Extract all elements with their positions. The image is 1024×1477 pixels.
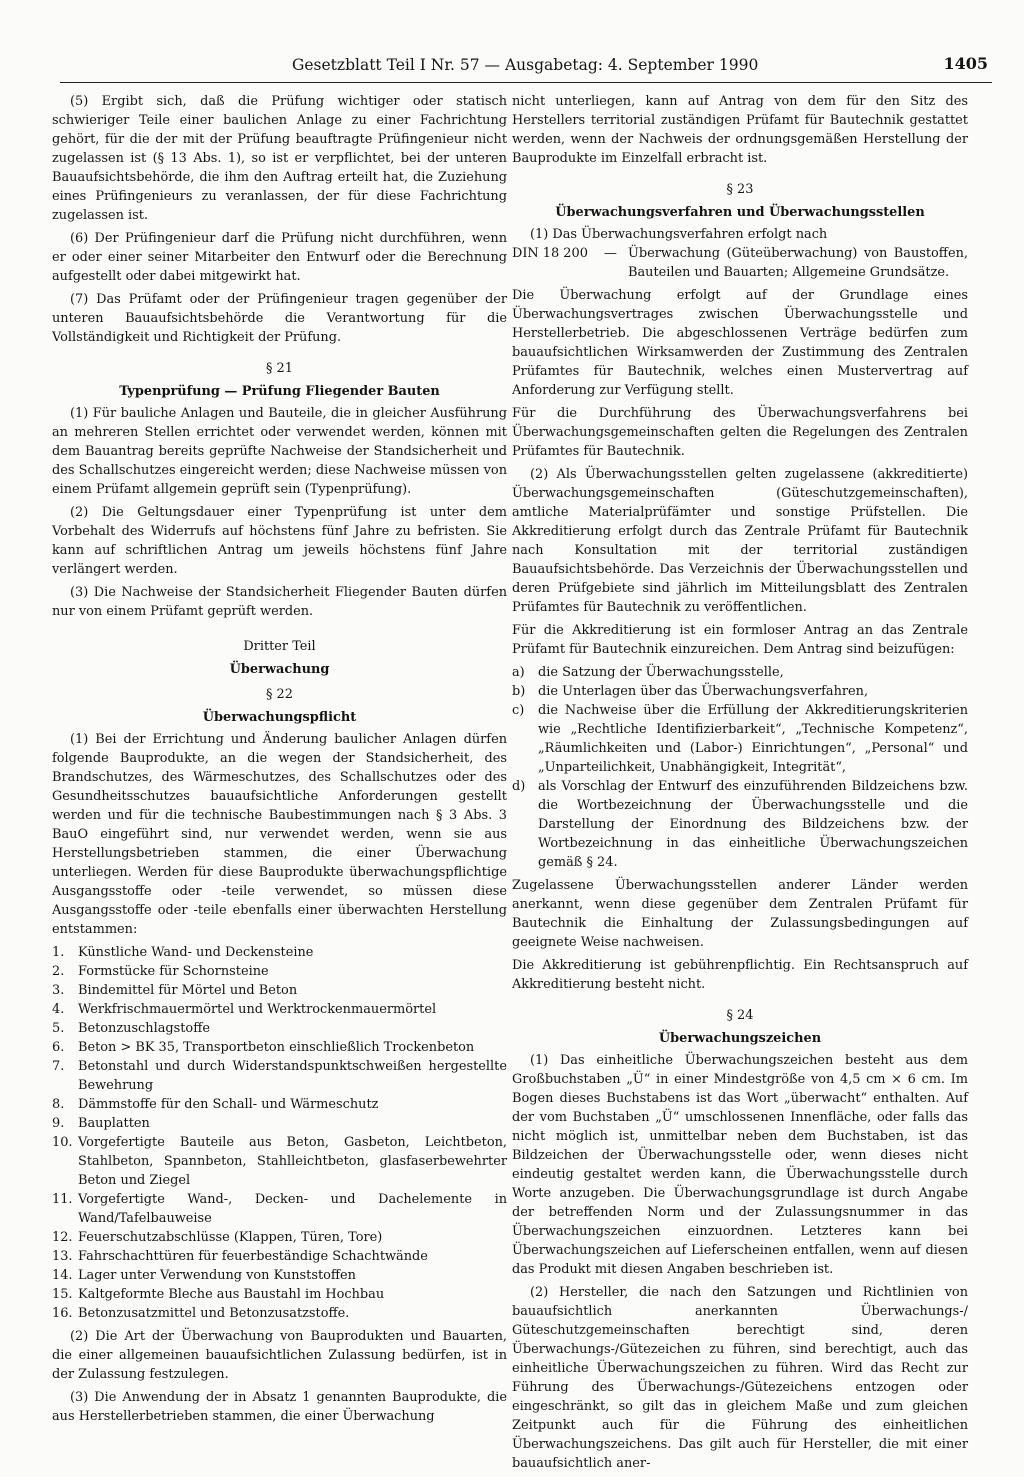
list-item-letter: d) [512,779,526,794]
paragraph-23-1c: Für die Durchführung des Überwachungsverfahrens bei Überwachungsgemeinschaften gelten die Regelungen des Zentralen Prüfamtes für Bautechnik. [512,406,968,459]
list-item-number: 14. [52,1268,73,1283]
list-item-text: Werkfrischmauermörtel und Werktrockenmauermörtel [78,1002,437,1017]
din-dash: — [604,246,617,261]
header-line: Gesetzblatt Teil I Nr. 57 — Ausgabetag: 4. September 1990 [292,56,759,74]
paragraph-23-1: (1) Das Überwachungsverfahren erfolgt nach [530,227,828,242]
section-21-title: Typenprüfung — Prüfung Fliegender Bauten [119,384,440,399]
bauprodukte-list [52,943,507,1323]
paragraph-23-2c: Zugelassene Überwachungsstellen anderer Länder werden anerkannt, wenn diese gegenüber dem Zentralen Prüfamt für Bautechnik die Einhaltung der Zulassungsbedingungen auf geeignete Weise nachweisen. [512,878,968,950]
din-reference [512,244,968,282]
list-item [52,962,507,981]
list-item-text: Beton > BK 35, Transportbeton einschließlich Trockenbeton [78,1040,475,1055]
list-item-text: Dämmstoffe für den Schall- und Wärmeschutz [78,1097,379,1112]
list-item-text: die Unterlagen über das Überwachungsverfahren, [538,684,869,699]
list-item-number: 7. [52,1059,65,1074]
list-item-number: 10. [52,1135,73,1150]
page-header [60,56,992,83]
list-item [512,701,968,777]
paragraph-22-2: (2) Die Art der Überwachung von Bauprodukten und Bauarten, die einer allgemeinen bauaufsichtlichen Zulassung bedürfen, ist in der Zulassung festzulegen. [52,1329,507,1382]
paragraph-23-2: (2) Als Überwachungsstellen gelten zugelassene (akkreditierte) Überwachungsgemeinschaften (Güteschutzgemeinschaften), amtliche Materialprüfämter und sonstige Prüfstellen. Die Akkreditierung erfolgt durch das Zentrale Prüfamt für Bautechnik nach Konsultation mit der territorial zuständigen Bauaufsichtsbehörde. Das Verzeichnis der Überwachungsstellen und deren Prüfgebiete sind jährlich im Mitteilungsblatt des Zentralen Prüfamtes für Bautechnik zu veröffentlichen. [512,467,968,615]
list-item-text: Lager unter Verwendung von Kunststoffen [78,1268,356,1283]
list-item [512,682,968,701]
list-item-letter: c) [512,703,525,718]
list-item-number: 16. [52,1306,73,1321]
paragraph-22-3-continued: nicht unterliegen, kann auf Antrag von dem für den Sitz des Herstellers territorial zuständigen Prüfamt für Bautechnik gestattet werden, wenn der Nachweis der ordnungsgemäßen Herstellung der Bauprodukte im Einzelfall erbracht ist. [512,94,968,166]
list-item-text: Betonzusatzmittel und Betonzusatzstoffe. [78,1306,350,1321]
list-item-text: Formstücke für Schornsteine [78,964,269,979]
list-item-text: Künstliche Wand- und Deckensteine [78,945,314,960]
paragraph-23-2b: Für die Akkreditierung ist ein formloser Antrag an das Zentrale Prüfamt für Bautechnik einzureichen. Dem Antrag sind beizufügen: [512,623,968,657]
paragraph-22-1: (1) Bei der Errichtung und Änderung baulicher Anlagen dürfen folgende Bauprodukte, an die wegen der Standsicherheit, des Brandschutzes, des Wärmeschutzes, des Schallschutzes oder des Gesundheitsschutzes bauaufsichtliche Anforderungen gestellt werden und für die technische Baubestimmungen nach § 3 Abs. 3 BauO eingeführt sind, nur verwendet werden, wenn sie aus Herstellungsbetrieben stammen, die einer Überwachung unterliegen. Werden für diese Bauprodukte überwachungspflichtige Ausgangsstoffe oder -teile verwendet, so müssen diese Ausgangsstoffe oder -teile ebenfalls einer überwachten Herstellung entstammen: [52,732,507,937]
list-item [52,1190,507,1228]
list-item-number: 1. [52,945,65,960]
section-22-title: Überwachungspflicht [202,710,357,725]
list-item-text: Bindemittel für Mörtel und Beton [78,983,298,998]
list-item [52,1038,507,1057]
section-22-number: § 22 [266,687,293,702]
list-item [52,1266,507,1285]
list-item-text: Vorgefertigte Bauteile aus Beton, Gasbeton, Leichtbeton, Stahlbeton, Spannbeton, Stahlleichtbeton, glasfaserbewehrter Beton und Ziegel [78,1135,507,1188]
list-item [52,1228,507,1247]
list-item-text: Betonstahl und durch Widerstandspunktschweißen hergestellte Bewehrung [78,1059,507,1093]
paragraph-23-1b: Die Überwachung erfolgt auf der Grundlage eines Überwachungsvertrages zwischen Überwachungsstelle und Herstellerbetrieb. Die abgeschlossenen Verträge bedürfen zum bauaufsichtlichen Wirksamwerden der Zustimmung des Zentralen Prüfamtes für Bautechnik, welches einen Mustervertrag auf Anforderung zur Verfügung stellt. [512,288,968,398]
list-item-text: Kaltgeformte Bleche aus Baustahl im Hochbau [78,1287,385,1302]
list-item-number: 4. [52,1002,65,1017]
list-item-number: 8. [52,1097,65,1112]
list-item [52,1095,507,1114]
list-item-letter: a) [512,665,525,680]
paragraph-21-1: (1) Für bauliche Anlagen und Bauteile, die in gleicher Ausführung an mehreren Stellen errichtet oder verwendet werden, können mit dem Bauantrag bereits geprüfte Nachweise der Standsicherheit und des Schallschutzes eingereicht werden; diese Nachweise müssen von einem Prüfamt allgemein geprüft sein (Typenprüfung). [52,406,507,497]
list-item [52,1304,507,1323]
list-item-number: 13. [52,1249,73,1264]
paragraph-20-7: (7) Das Prüfamt oder der Prüfingenieur tragen gegenüber der unteren Bauaufsichtsbehörde die Verantwortung für die Vollständigkeit und Richtigkeit der Prüfung. [52,292,507,345]
list-item-number: 3. [52,983,65,998]
list-item [52,1019,507,1038]
list-item-number: 9. [52,1116,65,1131]
paragraph-24-1: (1) Das einheitliche Überwachungszeichen besteht aus dem Großbuchstaben „Ü“ in einer Mindestgröße von 4,5 cm × 6 cm. Im Bogen dieses Buchstabens ist das Wort „überwacht“ enthalten. Auf der vom Buchstaben „Ü“ umschlossenen Innenfläche, oder falls das nicht möglich ist, unmittelbar neben dem Buchstaben, ist das Bildzeichen der Überwachungsstelle oder, wenn dieses nicht eindeutig gestaltet werden kann, die Überwachungsstelle durch Worte anzugeben. Die Überwachungsgrundlage ist durch Angabe der betreffenden Norm und der Zulassungsnummer in das Überwachungszeichen einzuordnen. Letzteres kann bei Überwachungszeichen auf Lieferscheinen entfallen, wenn auf diesen das Produkt mit diesen Angaben beschrieben ist. [512,1053,968,1277]
din-code: DIN 18 200 [512,246,588,261]
list-item-number: 2. [52,964,65,979]
list-item [52,1285,507,1304]
akkreditierung-list [512,663,968,872]
list-item-text: Fahrschachttüren für feuerbeständige Schachtwände [78,1249,428,1264]
list-item-number: 12. [52,1230,73,1245]
list-item [52,1057,507,1095]
section-23-title: Überwachungsverfahren und Überwachungsstellen [555,205,925,220]
list-item-text: Feuerschutzabschlüsse (Klappen, Türen, Tore) [78,1230,383,1245]
section-23-number: § 23 [726,182,754,197]
list-item-text: Betonzuschlagstoffe [78,1021,210,1036]
paragraph-24-2: (2) Hersteller, die nach den Satzungen und Richtlinien von bauaufsichtlich anerkannten Überwachungs-/ Güteschutzgemeinschaften berechtigt sind, deren Überwachungs-/Gütezeichen zu führen, sind berechtigt, auch das einheitliche Überwachungszeichen zu führen. Wird das Recht zur Führung des Überwachungs-/Gütezeichens entzogen oder eingeschränkt, so gilt das in gleichem Maße und zum gleichen Zeitpunkt auch für die Führung des einheitlichen Überwachungszeichens. Das gilt auch für Hersteller, die mit einer bauaufsichtlich aner- [512,1285,968,1471]
list-item [512,663,968,682]
list-item [52,1247,507,1266]
list-item [52,981,507,1000]
list-item [52,1114,507,1133]
list-item [52,1000,507,1019]
list-item-text: die Satzung der Überwachungsstelle, [538,665,784,680]
list-item [512,777,968,872]
section-24-title: Überwachungszeichen [658,1031,822,1046]
section-21-number: § 21 [266,361,293,376]
list-item-text: als Vorschlag der Entwurf des einzuführenden Bildzeichens bzw. die Wortbezeichnung der Überwachungsstelle und die Darstellung der Einordnung des Bildzeichens bzw. der Wortbezeichnung in das einheitliche Überwachungszeichen gemäß § 24. [538,779,968,870]
part-heading: Dritter Teil [243,639,316,654]
paragraph-20-6: (6) Der Prüfingenieur darf die Prüfung nicht durchführen, wenn er oder einer seiner Mitarbeiter den Entwurf oder die Berechnung aufgestellt oder dabei mitgewirkt hat. [52,231,507,284]
right-column [512,92,968,1477]
din-title: Überwachung (Güteüberwachung) von Baustoffen, Bauteilen und Bauarten; Allgemeine Grundsätze. [628,246,968,280]
list-item-text: Vorgefertigte Wand-, Decken- und Dachelemente in Wand/Tafelbauweise [78,1192,507,1226]
paragraph-20-5: (5) Ergibt sich, daß die Prüfung wichtiger oder statisch schwieriger Teile einer baulichen Anlage zu einer Fachrichtung gehört, für die der mit der Prüfung beauftragte Prüfingenieur nicht zugelassen ist (§ 13 Abs. 1), so ist er verpflichtet, bei der unteren Bauaufsichtsbehörde, die ihm den Auftrag erteilt hat, die Zuziehung eines Prüfingenieurs zu veranlassen, der für diese Fachrichtung zugelassen ist. [52,94,507,223]
section-24-number: § 24 [726,1008,754,1023]
list-item [52,943,507,962]
list-item-text: die Nachweise über die Erfüllung der Akkreditierungskriterien wie „Rechtliche Identifizierbarkeit“, „Technische Kompetenz“, „Räumlichkeiten und (Labor-) Einrichtungen“, „Personal“ und „Unparteilichkeit, Unabhängigkeit, Integrität“, [538,703,968,775]
list-item-number: 6. [52,1040,65,1055]
left-column [52,92,507,1430]
paragraph-23-2d: Die Akkreditierung ist gebührenpflichtig. Ein Rechtsanspruch auf Akkreditierung besteht nicht. [512,958,968,992]
paragraph-21-3: (3) Die Nachweise der Standsicherheit Fliegender Bauten dürfen nur von einem Prüfamt geprüft werden. [52,585,507,619]
list-item [52,1133,507,1190]
list-item-number: 15. [52,1287,73,1302]
list-item-number: 5. [52,1021,65,1036]
paragraph-21-2: (2) Die Geltungsdauer einer Typenprüfung ist unter dem Vorbehalt des Widerrufs auf höchstens fünf Jahre zu befristen. Sie kann auf schriftlichen Antrag um jeweils höchstens fünf Jahre verlängert werden. [52,505,507,577]
list-item-letter: b) [512,684,526,699]
page-number: 1405 [943,54,988,73]
list-item-text: Bauplatten [78,1116,150,1131]
part-title: Überwachung [229,662,330,677]
list-item-number: 11. [52,1192,73,1207]
paragraph-22-3: (3) Die Anwendung der in Absatz 1 genannten Bauprodukte, die aus Herstellerbetrieben stammen, die einer Überwachung [52,1390,507,1424]
